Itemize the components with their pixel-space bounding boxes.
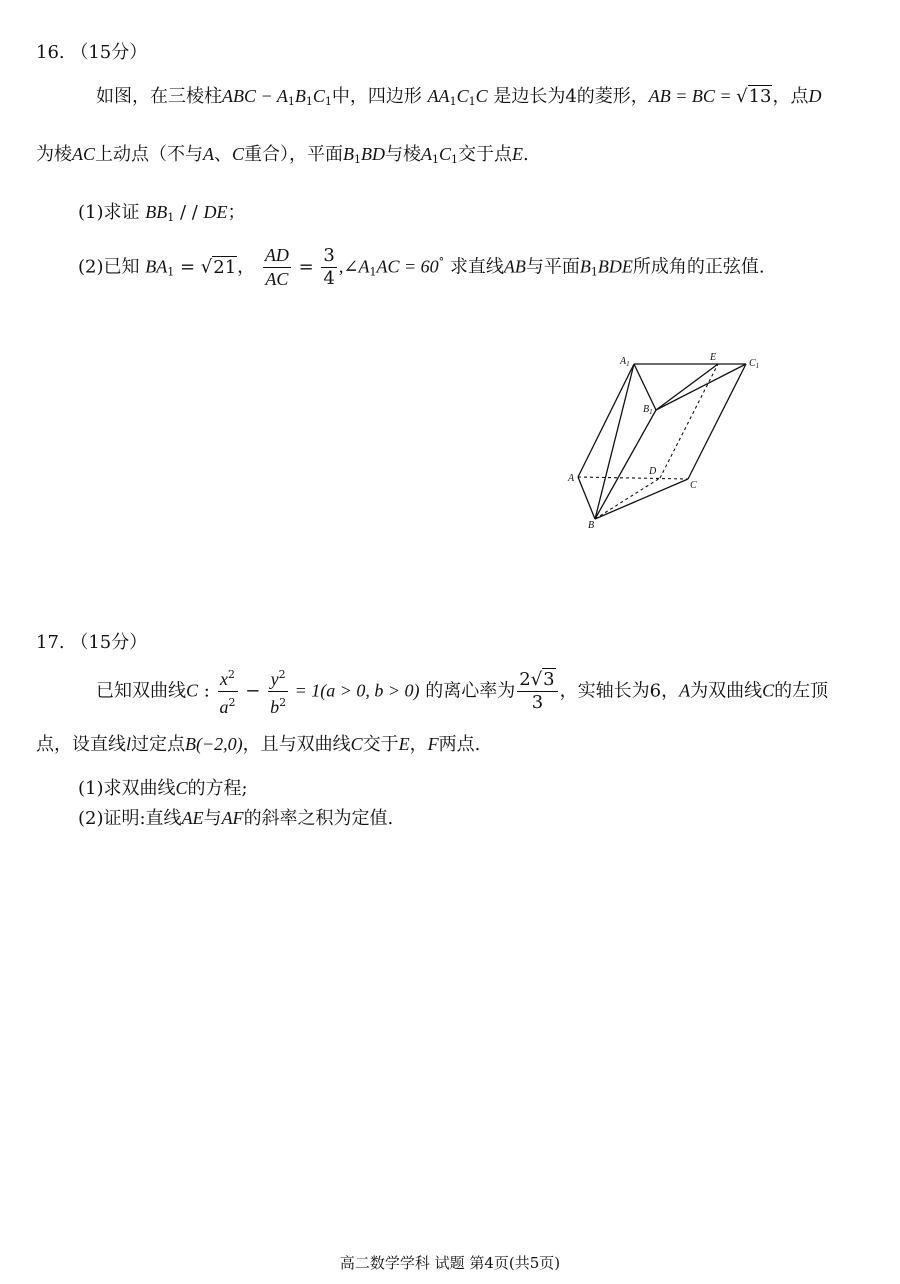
q16-part2: (2)已知 $BA_1 = √21$， $\frac{AD}{AC}$ = $\frac{3}{4}$ $,\angle A_1AC = 60^\circ$ 求直线AB与平面$B_1BDE$所成角的正弦值. <box>78 245 765 289</box>
fraction-ad-ac: $\frac{AD}{AC}$ <box>264 245 289 289</box>
q17-part1: (1)求双曲线C的方程; <box>78 778 248 799</box>
fraction-y2-b2: $\frac{y^2}{b^2}$ <box>268 664 288 719</box>
label-b1: $B_1$ <box>643 404 653 416</box>
label-b: B <box>588 520 595 531</box>
label-a: A <box>568 473 575 484</box>
prism-figure <box>560 348 780 534</box>
label-c1: $C_1$ <box>749 358 760 370</box>
q17-line1: 已知双曲线C : $\frac{x^2}{a^2}$ − $\frac{y^2}{b^2}$ = 1(a > 0, b > 0) 的离心率为 $\frac{2√3}{3}$ ，实轴长为6，A为双曲线C的左顶 <box>96 664 828 719</box>
fraction-eccentricity: $\frac{2√3}{3}$ <box>517 669 557 714</box>
label-e: E <box>710 352 717 363</box>
page-footer: 高二数学学科 试题 第4页(共5页) <box>339 1254 561 1272</box>
q17-header: 17. （15分） <box>36 632 148 653</box>
q16-line2: 为棱AC上动点（不与A、C重合），平面$B_1BD$与棱$A_1C_1$交于点E. <box>36 144 529 166</box>
fraction-3-4: $\frac{3}{4}$ <box>323 245 335 289</box>
q17-part2: (2)证明:直线AE与AF的斜率之积为定值. <box>78 808 394 829</box>
label-a1: $A_1$ <box>620 356 630 368</box>
fraction-x2-a2: $\frac{x^2}{a^2}$ <box>218 664 238 719</box>
label-d: D <box>649 466 657 477</box>
q16-line1: 如图，在三棱柱ABC − $A_1B_1C_1$中，四边形 $AA_1C_1C$ 是边长为4的菱形，AB = BC = √13，点D <box>96 86 822 108</box>
q17-line2: 点，设直线l过定点B(−2,0)，且与双曲线C交于E，F两点. <box>36 734 481 755</box>
q16-part1: (1)求证 $BB_1$ / / DE； <box>78 202 246 224</box>
label-c: C <box>690 480 697 491</box>
q16-header: 16. （15分） <box>36 42 148 63</box>
figure-solid-edges <box>578 364 746 519</box>
